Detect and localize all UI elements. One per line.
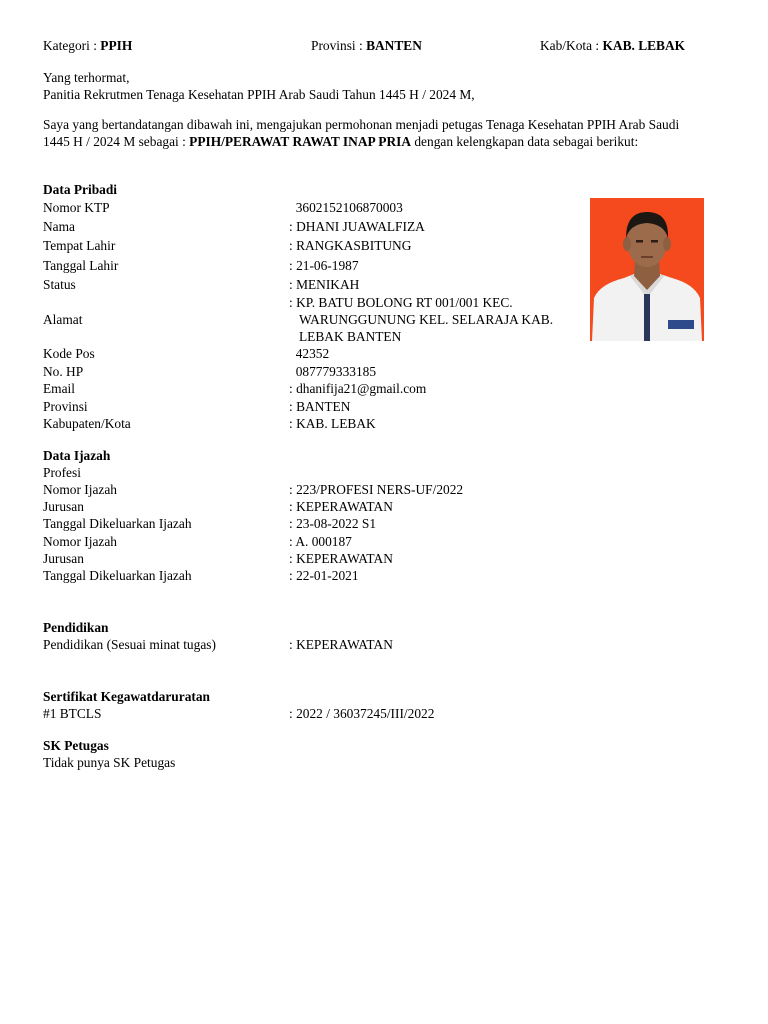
kabkota-label: Kab/Kota : xyxy=(540,38,603,53)
row-value: 087779333185 xyxy=(289,364,377,379)
row-value: : MENIKAH xyxy=(289,277,360,292)
row-label: #1 BTCLS xyxy=(43,706,102,721)
row-kabupaten-kota xyxy=(43,415,603,432)
profile-photo xyxy=(590,198,704,341)
row-nama xyxy=(43,218,603,235)
row-jurusan-1 xyxy=(43,498,603,515)
row-value: : 2022 / 36037245/III/2022 xyxy=(289,706,435,721)
row-value: : 23-08-2022 S1 xyxy=(289,516,377,531)
row-value: : 223/PROFESI NERS-UF/2022 xyxy=(289,482,464,497)
row-nomor-ijazah-1 xyxy=(43,481,603,498)
ijazah-subtitle: Profesi xyxy=(43,465,81,480)
intro-after: dengan kelengkapan data sebagai berikut: xyxy=(411,134,639,149)
row-label: Nomor Ijazah xyxy=(43,534,117,549)
intro-paragraph xyxy=(43,116,703,150)
row-value: : RANGKASBITUNG xyxy=(289,238,412,253)
row-tanggal-lahir xyxy=(43,257,603,274)
row-email xyxy=(43,380,603,397)
row-tempat-lahir xyxy=(43,237,603,254)
row-label: Tanggal Lahir xyxy=(43,258,119,273)
row-value xyxy=(289,294,553,345)
row-alamat xyxy=(43,294,603,345)
row-label: Tempat Lahir xyxy=(43,238,116,253)
alamat-line-3: LEBAK BANTEN xyxy=(299,329,402,344)
alamat-line-1: : KP. BATU BOLONG RT 001/001 KEC. xyxy=(289,295,513,310)
row-pendidikan xyxy=(43,636,603,653)
intro-before: Saya yang bertandatangan dibawah ini, mengajukan permohonan menjadi petugas Tenaga Kesehatan PPIH Arab Saudi 1445 H / 2024 M sebagai : xyxy=(43,117,680,149)
row-tanggal-ijazah-1 xyxy=(43,515,603,532)
row-value: : KEPERAWATAN xyxy=(289,637,393,652)
row-kode-pos xyxy=(43,345,603,362)
row-value: : 22-01-2021 xyxy=(289,568,359,583)
section-sertifikat: Sertifikat Kegawatdaruratan xyxy=(43,689,210,704)
alamat-line-2: WARUNGGUNUNG KEL. SELARAJA KAB. xyxy=(299,312,554,327)
person-photo-icon xyxy=(590,198,704,341)
row-label: Alamat xyxy=(43,312,83,327)
row-label: Email xyxy=(43,381,75,396)
row-value: 42352 xyxy=(289,346,330,361)
provinsi-value: BANTEN xyxy=(366,38,422,53)
row-value: : DHANI JUAWALFIZA xyxy=(289,219,425,234)
row-label: Pendidikan (Sesuai minat tugas) xyxy=(43,637,216,652)
row-label: Jurusan xyxy=(43,499,84,514)
header-kategori xyxy=(43,37,132,54)
row-value: : 21-06-1987 xyxy=(289,258,359,273)
section-sk-petugas: SK Petugas xyxy=(43,738,109,753)
kategori-label: Kategori : xyxy=(43,38,101,53)
section-data-ijazah: Data Ijazah xyxy=(43,448,111,463)
row-tanggal-ijazah-2 xyxy=(43,567,603,584)
provinsi-label: Provinsi : xyxy=(311,38,367,53)
kategori-value: PPIH xyxy=(100,38,133,53)
row-no-hp xyxy=(43,363,603,380)
row-label: Tanggal Dikeluarkan Ijazah xyxy=(43,568,192,583)
row-label: No. HP xyxy=(43,364,84,379)
row-value: : KEPERAWATAN xyxy=(289,551,393,566)
row-sertifikat-btcls xyxy=(43,705,603,722)
row-nomor-ijazah-2 xyxy=(43,533,603,550)
row-label: Kode Pos xyxy=(43,346,95,361)
row-label: Jurusan xyxy=(43,551,84,566)
row-value: : BANTEN xyxy=(289,399,351,414)
row-label: Kabupaten/Kota xyxy=(43,416,131,431)
header-kabkota xyxy=(540,37,685,54)
sk-petugas-text: Tidak punya SK Petugas xyxy=(43,755,176,770)
row-label: Nomor Ijazah xyxy=(43,482,117,497)
intro-position: PPIH/PERAWAT RAWAT INAP PRIA xyxy=(189,134,412,149)
greeting-line-2: Panitia Rekrutmen Tenaga Kesehatan PPIH Arab Saudi Tahun 1445 H / 2024 M, xyxy=(43,87,475,102)
kabkota-value: KAB. LEBAK xyxy=(602,38,686,53)
row-jurusan-2 xyxy=(43,550,603,567)
row-provinsi xyxy=(43,398,603,415)
row-label: Nama xyxy=(43,219,75,234)
greeting-line-1: Yang terhormat, xyxy=(43,70,130,85)
row-label: Nomor KTP xyxy=(43,200,110,215)
row-value: : dhanifija21@gmail.com xyxy=(289,381,427,396)
row-value: 3602152106870003 xyxy=(289,200,403,215)
row-label: Tanggal Dikeluarkan Ijazah xyxy=(43,516,192,531)
row-nomor-ktp xyxy=(43,199,603,216)
row-label: Status xyxy=(43,277,76,292)
section-data-pribadi: Data Pribadi xyxy=(43,182,118,197)
row-value: : KEPERAWATAN xyxy=(289,499,393,514)
section-pendidikan: Pendidikan xyxy=(43,620,109,635)
row-value: : A. 000187 xyxy=(289,534,352,549)
header-provinsi xyxy=(311,37,422,54)
row-value: : KAB. LEBAK xyxy=(289,416,376,431)
row-status xyxy=(43,276,603,293)
row-label: Provinsi xyxy=(43,399,88,414)
